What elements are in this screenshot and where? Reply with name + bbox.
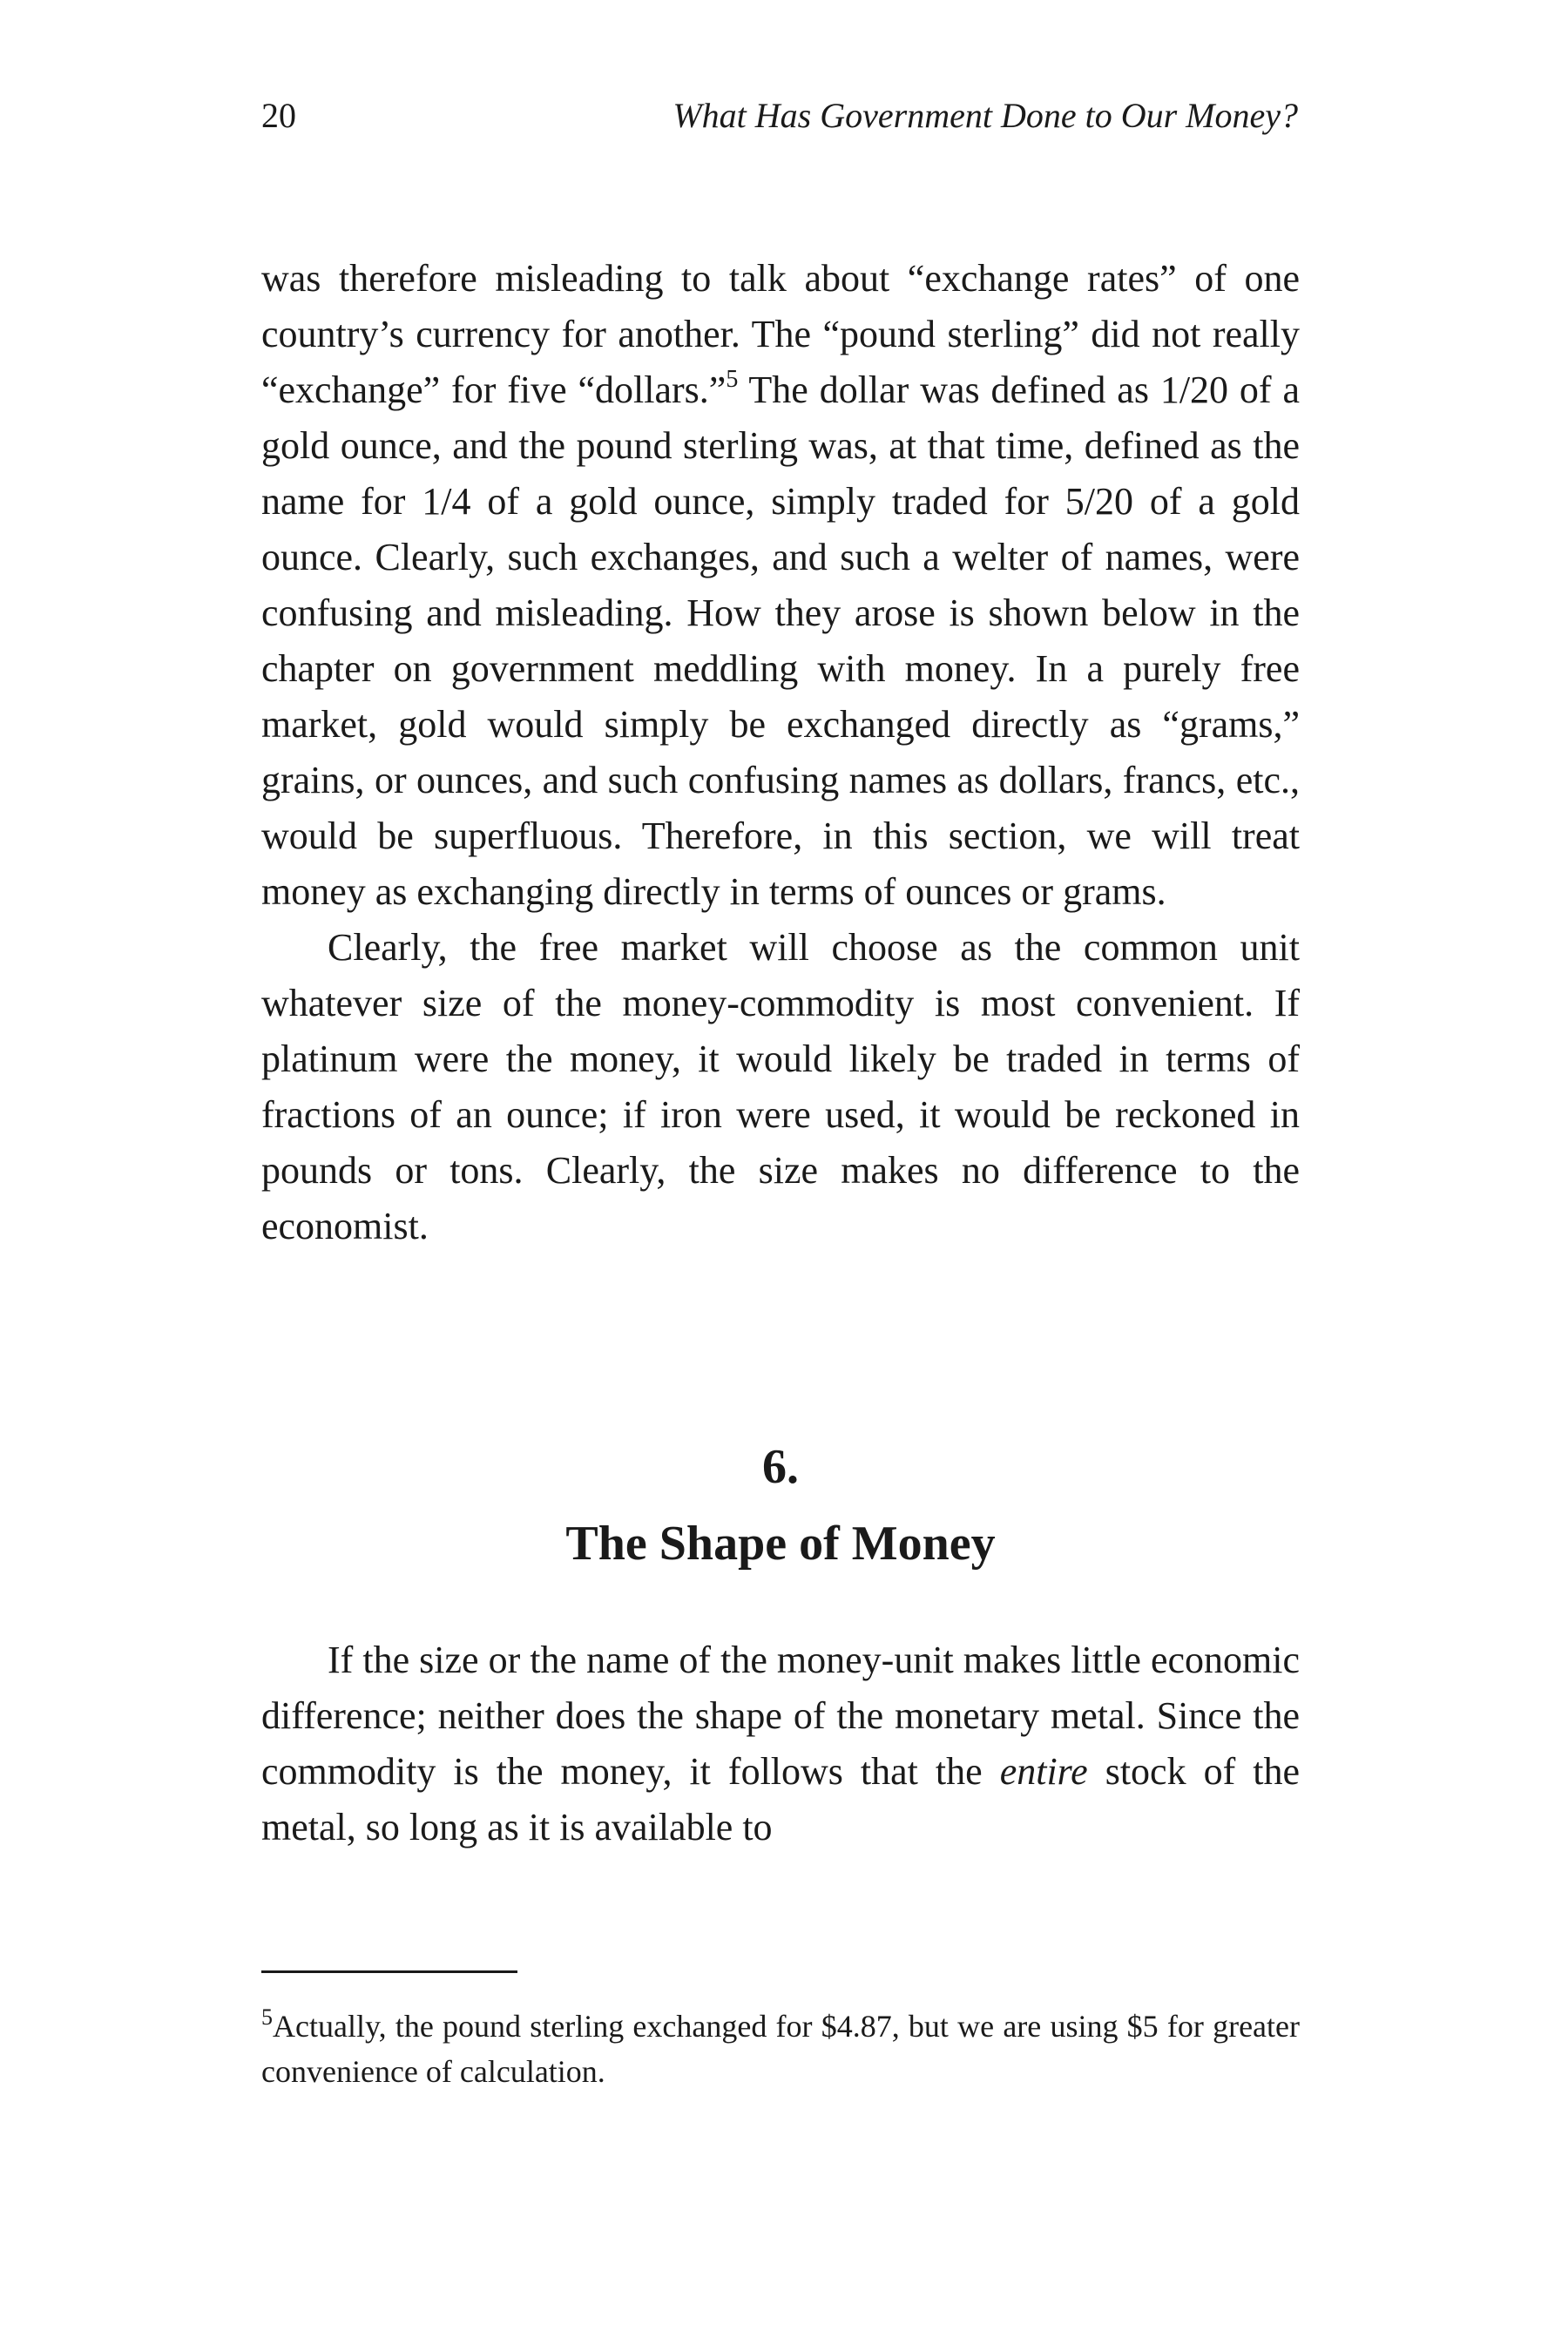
footnote-divider: [261, 1970, 517, 1973]
footnote-marker: 5: [261, 2004, 273, 2030]
body-text: [261, 251, 1300, 1254]
section-paragraph-1-text-a: If the size or the name of the money-unit makes little economic difference; neither does the shape of the monetary metal. Since the commodity is the money, it follows that the: [261, 1639, 1300, 1793]
running-title: What Has Government Done to Our Money?: [672, 96, 1298, 135]
section-heading: [261, 1429, 1300, 1582]
section-title: The Shape of Money: [565, 1517, 996, 1571]
footnote: [261, 2004, 1300, 2094]
section-body: [261, 1632, 1300, 1855]
paragraph-2: Clearly, the free market will choose as the common unit whatever size of the money-commodity is most convenient. If platinum were the money, it would likely be traded in terms of fractions of an ounce; if iron were used, it would be reckoned in pounds or tons. Clearly, the size makes no difference to the economist.: [261, 926, 1300, 1247]
footnote-text: Actually, the pound sterling exchanged for $4.87, but we are using $5 for greater convenience of calculation.: [261, 2009, 1300, 2089]
section-paragraph-1-emphasis: entire: [999, 1750, 1088, 1793]
paragraph-1: [261, 251, 1300, 920]
paragraph-1-text-a: was therefore misleading to talk about “exchange rates” of one country’s currency for another. The “pound sterling” did not really “exchange” for five “dollars.”: [261, 257, 1300, 411]
section-paragraph-1: [261, 1632, 1300, 1855]
footnote-reference: 5: [726, 366, 739, 393]
section-paragraph-1-text-b: stock of the metal, so long as it is available to: [261, 1750, 1300, 1848]
paragraph-1-text-b: The dollar was defined as 1/20 of a gold ounce, and the pound sterling was, at that time, defined as the name for 1/4 of a gold ounce, simply traded for 5/20 of a gold ounce. Clearly, such exchanges, and such a welter of names, were confusing and misleading. How they arose is shown below in the chapter on government meddling with money. In a purely free market, gold would simply be exchanged directly as “grams,” grains, or ounces, and such confusing names as dollars, francs, etc., would be superfluous. Therefore, in this section, we will treat money as exchanging directly in terms of ounces or grams.: [261, 368, 1300, 913]
running-header: [261, 90, 1298, 142]
section-number: 6.: [762, 1440, 799, 1494]
page-number: 20: [261, 96, 296, 135]
